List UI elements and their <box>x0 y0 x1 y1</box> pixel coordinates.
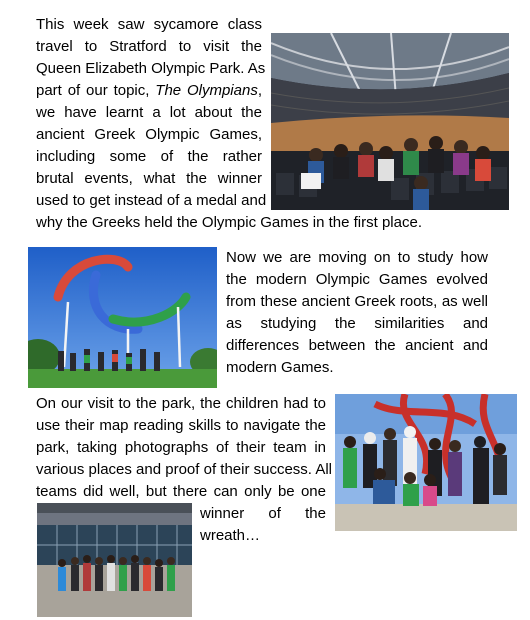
text-line: On our visit to the park, the children had to <box>36 395 326 412</box>
text-line: wreath… <box>200 527 261 544</box>
text-fragment: , <box>257 82 263 99</box>
text-line: as studying the similarities and <box>226 315 488 332</box>
text-line: the modern Olympic Games evolved <box>226 271 488 288</box>
text-line: use their map reading skills to navigate the <box>36 417 326 434</box>
paragraph-modern-games <box>226 247 488 379</box>
text-line: This week saw sycamore class <box>36 16 262 33</box>
velodrome-photo <box>271 33 509 210</box>
text-line: ancient Greek Olympic Games, <box>36 126 262 143</box>
text-line: park, taking photographs of their team in <box>36 439 326 456</box>
group-photo-building <box>37 503 192 617</box>
text-line: teams did well, but there can only be one <box>36 483 326 500</box>
paragraph-park-visit <box>36 393 332 503</box>
topic-title: The Olympians <box>155 82 258 99</box>
text-line: travel to Stratford to visit the <box>36 38 262 55</box>
text-line: Queen Elizabeth Olympic Park. As <box>36 60 266 77</box>
text-line: brutal events, what the winner <box>36 170 262 187</box>
text-line: used to get instead of a medal and <box>36 192 267 209</box>
text-fragment: part of our topic, <box>36 82 156 99</box>
text-line: Now we are moving on to study how <box>226 249 488 266</box>
text-line: why the Greeks held the Olympic Games in the first place. <box>36 214 422 231</box>
text-line: various places and proof of their success. All <box>36 461 332 478</box>
text-line <box>36 80 262 102</box>
paragraph-park-visit-continued <box>200 503 326 547</box>
agitos-sculpture-photo <box>28 247 217 388</box>
orbit-tower-photo <box>335 394 517 531</box>
paragraph-velodrome-visit <box>36 14 422 234</box>
text-line: winner of the <box>200 505 326 522</box>
text-line: modern Games. <box>226 359 334 376</box>
text-line: from these ancient Greek roots, as well <box>226 293 488 310</box>
text-line: we have learnt a lot about the <box>36 104 262 121</box>
text-line: including some of the rather <box>36 148 262 165</box>
text-line: differences between the ancient and <box>226 337 488 354</box>
